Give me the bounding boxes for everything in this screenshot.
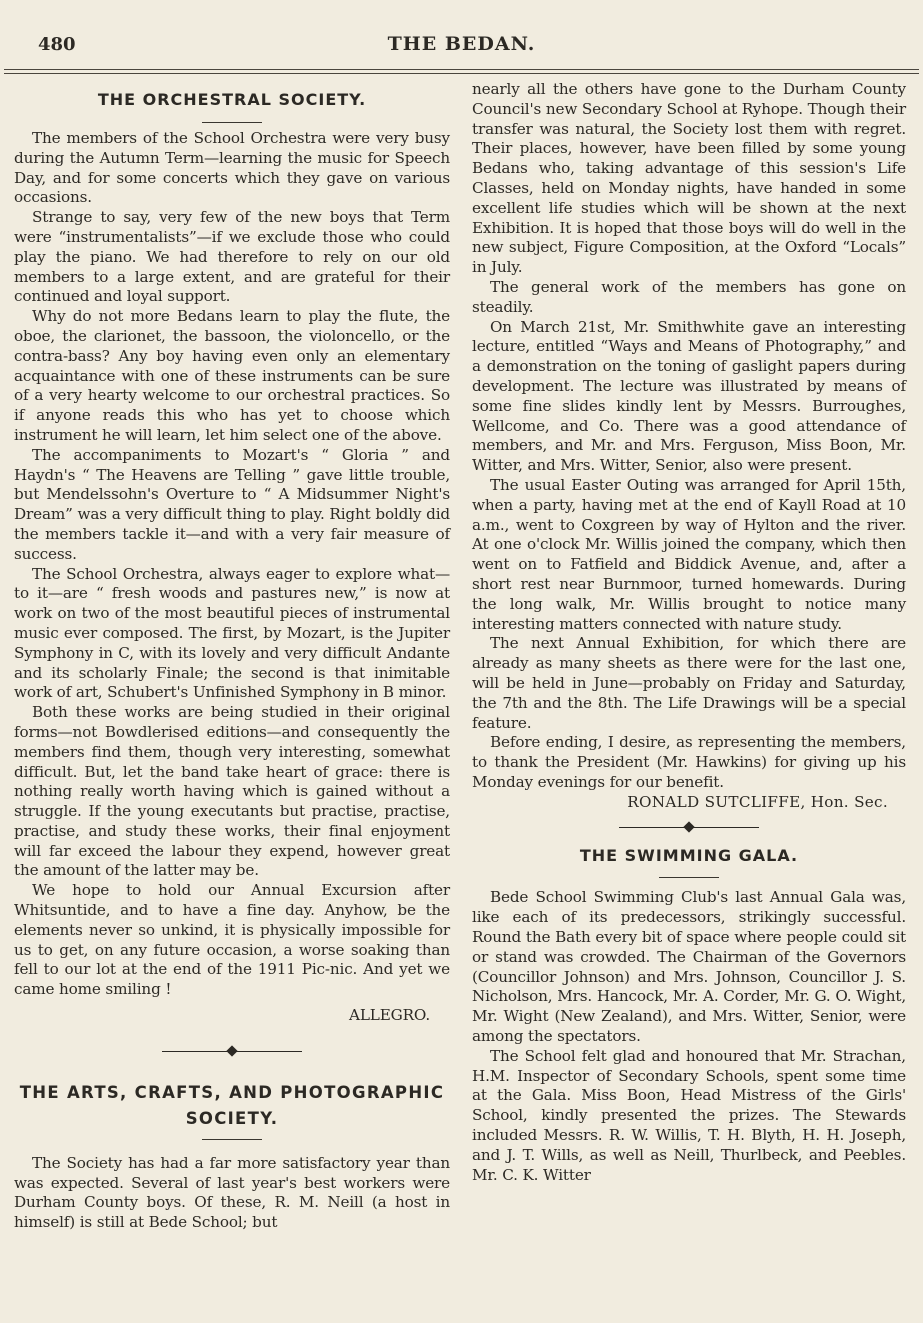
- orchestral-signature: ALLEGRO.: [349, 1006, 430, 1025]
- arts-signature: RONALD SUTCLIFFE, Hon. Sec.: [627, 792, 888, 811]
- orchestral-paragraph: Strange to say, very few of the new boys that Term were “instrumentalists”—if we exclude those who could play the piano. We had therefore to rely on our old members to a large extent, and are grateful for their continued and loyal support.: [14, 208, 450, 306]
- orchestral-paragraph: We hope to hold our Annual Excursion after Whitsuntide, and to have a fine day. Anyhow, be the elements never so unkind, it is physically impossible for us to get, on any future occasion, a worse soaking than fell to our lot at the end of the 1911 Pic-nic. And yet we came home smiling !: [14, 881, 450, 999]
- orchestral-paragraph: Why do not more Bedans learn to play the flute, the oboe, the clarionet, the bassoon, the violoncello, or the contra-bass? Any boy having even only an elementary acquaintance with one of these instruments can be sure of a very hearty welcome to our orchestral practices. So if anyone reads this who has yet to choose which instrument he will learn, let him select one of the above.: [14, 307, 450, 444]
- arts-paragraph: Before ending, I desire, as representing the members, to thank the President (Mr. Hawkins) for giving up his Monday evenings for our benefit.: [472, 733, 906, 791]
- page-number: 480: [38, 34, 76, 55]
- header-rule: [4, 69, 919, 70]
- orchestral-paragraph: The accompaniments to Mozart's “ Gloria ” and Haydn's “ The Heavens are Telling ” gave little trouble, but Mendelssohn's Overture to “ A Midsummer Night's Dream” was a very difficult thing to play. Right boldly did the members tackle it—and with a very fair measure of success.: [14, 445, 450, 563]
- left-column: [14, 80, 450, 1233]
- right-column: [472, 80, 906, 1185]
- arts-paragraph: The usual Easter Outing was arranged for April 15th, when a party, having met at the end of Kayll Road at 10 a.m., went to Coxgreen by way of Hylton and the river. At one o'clock Mr. Willis joined the company, which then went on to Fatfield and Biddick Avenue, and, after a short rest near Burnmoor, turned homewards. During the long walk, Mr. Willis brought to notice many interesting matters connected with nature study.: [472, 475, 906, 633]
- swimming-paragraph: The School felt glad and honoured that Mr. Strachan, H.M. Inspector of Secondary Schools, spent some time at the Gala. Miss Boon, Head Mistress of the Girls' School, kindly presented the prizes. The Stewards included Messrs. R. W. Willis, T. H. Blyth, H. H. Joseph, and J. T. Wills, as well as Neill, Thurlbeck, and Peebles. Mr. C. K. Witter: [472, 1046, 906, 1184]
- orchestral-title: THE ORCHESTRAL SOCIETY.: [97, 90, 367, 109]
- arts-paragraph: On March 21st, Mr. Smithwhite gave an interesting lecture, entitled “Ways and Means of Photography,” and a demonstration on the toning of gaslight papers during development. The lecture was illustrated by means of some fine slides kindly lent by Messrs. Burroughes, Wellcome, and Co. There was a good attendance of members, and Mr. and Mrs. Ferguson, Miss Boon, Mr. Witter, and Mrs. Witter, Senior, also were present.: [472, 317, 906, 475]
- arts-paragraph: The general work of the members has gone on steadily.: [472, 277, 906, 316]
- arts-paragraph-continued: nearly all the others have gone to the Durham County Council's new Secondary School at Ryhope. Though their transfer was natural, the Society lost them with regret. Their places, however, have been filled by some young Bedans who, taking advantage of this session's Life Classes, held on Monday nights, have handed in some excellent life studies which will be shown at the next Exhibition. It is hoped that those boys will do well in the new subject, Figure Composition, at the Oxford “Locals” in July.: [472, 80, 906, 277]
- orchestral-paragraph: The members of the School Orchestra were very busy during the Autumn Term—learning the music for Speech Day, and for some concerts which they gave on various occasions.: [14, 129, 450, 207]
- arts-title-line1: THE ARTS, CRAFTS, AND PHOTOGRAPHIC: [19, 1082, 445, 1102]
- swimming-paragraph: Bede School Swimming Club's last Annual Gala was, like each of its predecessors, strikingly successful. Round the Bath every bit of space where people could sit or stand was crowded. The Chairman of the Governors (Councillor Johnson) and Mrs. Johnson, Councillor J. S. Nicholson, Mrs. Hancock, Mr. A. Corder, Mr. G. O. Wight, Mr. Wight (New Zealand), and Mrs. Witter, Senior, were among the spectators.: [472, 888, 906, 1046]
- orchestral-paragraph: The School Orchestra, always eager to explore what—to it—are “ fresh woods and pastures new,” is now at work on two of the most beautiful pieces of instrumental music ever composed. The first, by Mozart, is the Jupiter Symphony in C, with its lovely and very difficult Andante and its scholarly Finale; the second is that inimitable work of art, Schubert's Unfinished Symphony in B minor.: [14, 564, 450, 702]
- running-head: THE BEDAN.: [387, 33, 536, 55]
- section-ornament: [162, 1048, 302, 1056]
- arts-paragraph: The Society has had a far more satisfactory year than was expected. Several of last year's best workers were Durham County boys. Of these, R. M. Neill (a host in himself) is still at Bede School; but: [14, 1153, 450, 1232]
- header-rule-lower: [4, 73, 919, 74]
- swimming-title: THE SWIMMING GALA.: [579, 846, 799, 866]
- arts-title-line2: SOCIETY.: [185, 1108, 279, 1128]
- orchestral-paragraph: Both these works are being studied in their original forms—not Bowdlerised editions—and consequently the members find them, though very interesting, somewhat difficult. But, let the band take heart of grace: there is nothing really worth having which is gained without a struggle. If the young executants but practise, practise, practise, and study these works, their final enjoyment will far exceed the labour they expend, however great the amount of the latter may be.: [14, 703, 450, 880]
- arts-paragraph: The next Annual Exhibition, for which there are already as many sheets as there were for the last one, will be held in June—probably on Friday and Saturday, the 7th and the 8th. The Life Drawings will be a special feature.: [472, 634, 906, 732]
- section-ornament: [619, 824, 759, 832]
